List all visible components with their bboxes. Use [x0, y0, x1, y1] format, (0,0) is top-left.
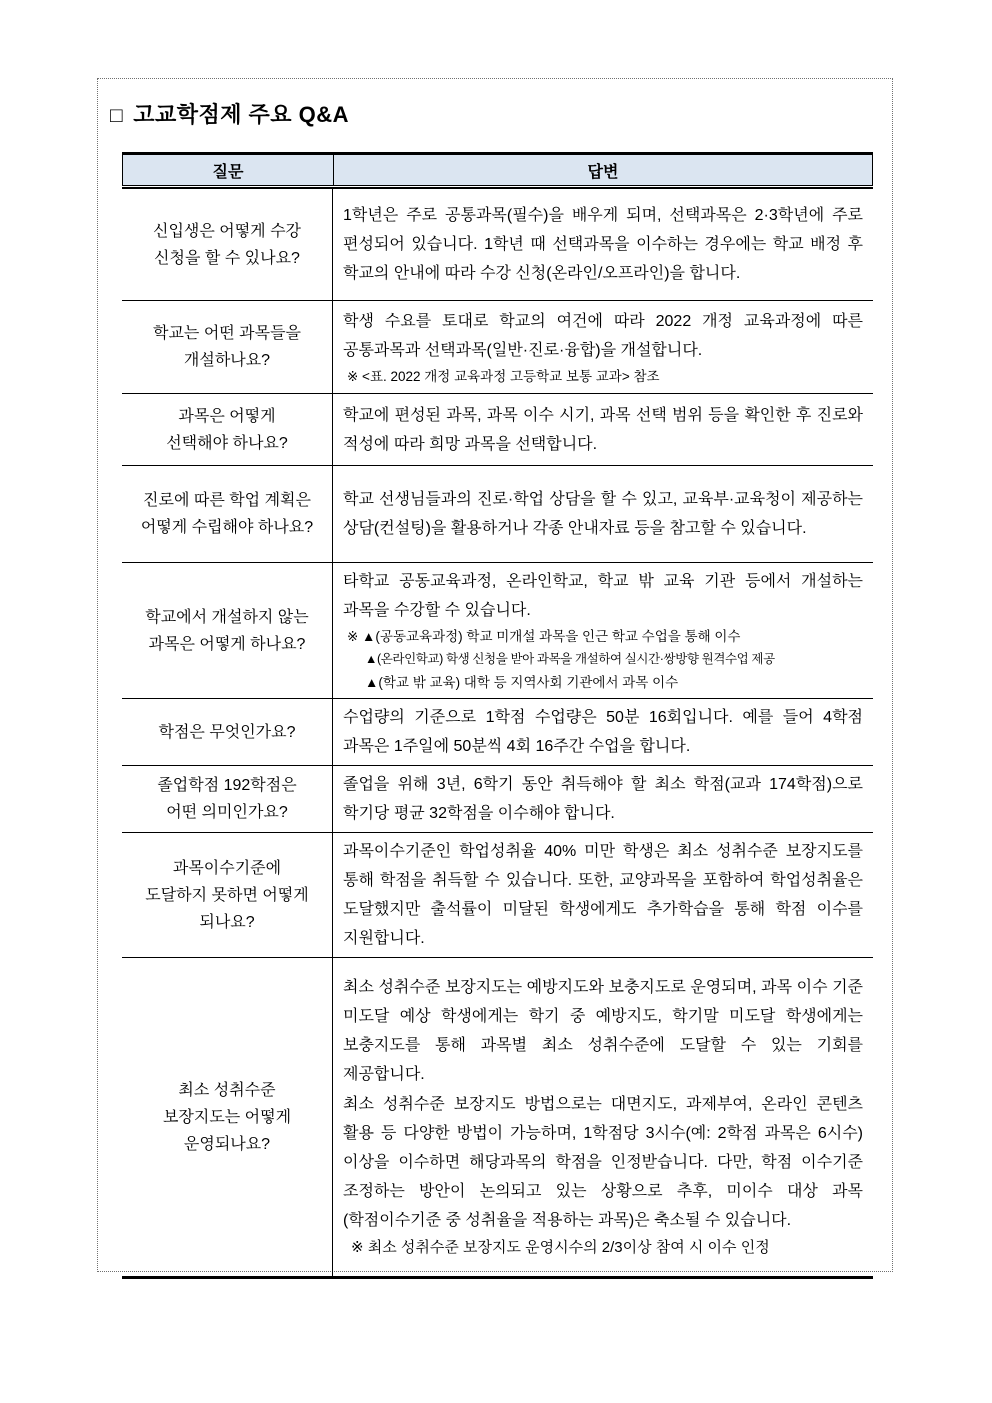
answer-paragraph: 학교 선생님들과의 진로·학업 상담을 할 수 있고, 교육부·교육청이 제공하는 상담(컨설팅)을 활용하거나 각종 안내자료 등을 참고할 수 있습니다. — [343, 491, 863, 537]
qa-row — [122, 466, 873, 563]
answer-paragraph: 최소 성취수준 보장지도 방법으로는 대면지도, 과제부여, 온라인 콘텐츠 활용 등 다양한 방법이 가능하며, 1학점당 3시수(예: 2학점 과목은 6시수)이상을 이수하면 해당과목의 학점을 인정받습니다. 다만, 학점 이수기준 조정하는 방안이 논의되고 있는 상황으로 추후, 미이수 대상 과목(학점이수기준 중 성취율을 적용하는 과목)은 축소될 수 있습니다. — [343, 1096, 863, 1229]
question-line: 운영되나요? — [183, 1135, 271, 1153]
question-line: 졸업학점 192학점은 — [157, 777, 297, 794]
answer-cell — [333, 563, 873, 698]
answer-paragraph: ▲(학교 밖 교육) 대학 등 지역사회 기관에서 과목 이수 — [365, 675, 679, 690]
answer-paragraph: ※ ▲(공동교육과정) 학교 미개설 과목을 인근 학교 수업을 통해 이수 — [347, 629, 741, 644]
header-answer: 답변 — [587, 163, 619, 181]
answer-paragraph: ※ 최소 성취수준 보장지도 운영시수의 2/3이상 참여 시 이수 인정 — [351, 1239, 770, 1256]
answer-cell — [333, 301, 873, 393]
question-line: 어떻게 수립해야 하나요? — [140, 519, 314, 536]
answer-paragraph: 최소 성취수준 보장지도는 예방지도와 보충지도로 운영되며, 과목 이수 기준 미도달 예상 학생에게는 학기 중 예방지도, 학기말 미도달 학생에게는 보충지도를 통해 과목별 최소 성취수준에 도달할 수 있는 기회를 제공합니다. — [343, 979, 863, 1083]
question-cell — [122, 189, 333, 300]
answer-cell — [333, 958, 873, 1276]
qa-row — [122, 833, 873, 958]
qa-row — [122, 301, 873, 394]
question-cell — [122, 394, 333, 465]
answer-cell — [333, 394, 873, 465]
question-line: 선택해야 하나요? — [166, 434, 288, 452]
qa-table-body — [122, 189, 873, 1279]
qa-row — [122, 958, 873, 1276]
answer-cell — [333, 466, 873, 562]
answer-cell — [333, 189, 873, 300]
qa-row — [122, 699, 873, 766]
question-line: 신청을 할 수 있나요? — [154, 249, 300, 267]
question-cell — [122, 833, 333, 957]
answer-paragraph: 과목이수기준인 학업성취율 40% 미만 학생은 최소 성취수준 보장지도를 통해 학점을 취득할 수 있습니다. 또한, 교양과목을 포함하여 학업성취율은 도달했지만 출석률이 미달된 학생에게도 추가학습을 통해 학점 이수를 지원합니다. — [343, 843, 863, 947]
question-cell — [122, 766, 333, 832]
question-line: 개설하나요? — [183, 352, 271, 369]
answer-paragraph: 학생 수요를 토대로 학교의 여건에 따라 2022 개정 교육과정에 따른 공통과목과 선택과목(일반·진로·융합)을 개설합니다. — [343, 312, 863, 359]
question-line: 최소 성취수준 — [178, 1081, 276, 1099]
qa-table — [122, 152, 873, 1279]
question-cell — [122, 466, 333, 562]
header-question: 질문 — [123, 155, 334, 185]
answer-cell — [333, 699, 873, 765]
question-line: 도달하지 못하면 어떻게 — [145, 886, 309, 904]
qa-table-header-row — [122, 152, 873, 186]
answer-cell — [333, 766, 873, 832]
question-line: 과목은 어떻게 하나요? — [148, 635, 306, 653]
answer-paragraph: ※ <표. 2022 개정 교육과정 고등학교 보통 교과> 참조 — [347, 368, 660, 384]
question-line: 진로에 따른 학업 계획은 — [143, 492, 311, 509]
question-line: 신입생은 어떻게 수강 — [153, 222, 301, 240]
answer-paragraph: 1학년은 주로 공통과목(필수)을 배우게 되며, 선택과목은 2·3학년에 주로 편성되어 있습니다. 1학년 때 선택과목을 이수하는 경우에는 학교 배정 후 학교의 안내에 따라 수강 신청(온라인/오프라인)을 합니다. — [343, 207, 863, 282]
answer-paragraph: 졸업을 위해 3년, 6학기 동안 취득해야 할 최소 학점(교과 174학점)으로 학기당 평균 32학점을 이수해야 합니다. — [343, 776, 863, 822]
question-line: 학교에서 개설하지 않는 — [145, 608, 309, 626]
question-line: 되나요? — [199, 913, 255, 931]
question-line: 학점은 무엇인가요? — [158, 723, 296, 741]
question-line: 보장지도는 어떻게 — [162, 1108, 292, 1126]
question-cell — [122, 699, 333, 765]
qa-row — [122, 766, 873, 833]
answer-cell — [333, 833, 873, 957]
question-cell — [122, 563, 333, 698]
answer-paragraph: ▲(온라인학교) 학생 신청을 받아 과목을 개설하여 실시간·쌍방향 원격수업 제공 — [365, 652, 775, 666]
question-line: 과목은 어떻게 — [178, 407, 276, 425]
question-line: 과목이수기준에 — [172, 859, 282, 877]
doc-title — [110, 98, 349, 129]
question-cell — [122, 958, 333, 1276]
square-bullet-icon: □ — [110, 104, 124, 127]
qa-row — [122, 189, 873, 301]
qa-row — [122, 563, 873, 699]
question-cell — [122, 301, 333, 393]
doc-title-text: 고교학점제 주요 Q&A — [133, 102, 350, 127]
question-line: 어떤 의미인가요? — [166, 804, 288, 821]
answer-paragraph: 수업량의 기준으로 1학점 수업량은 50분 16회입니다. 예를 들어 4학점 과목은 1주일에 50분씩 4회 16주간 수업을 합니다. — [343, 709, 863, 755]
qa-row — [122, 394, 873, 466]
question-line: 학교는 어떤 과목들을 — [153, 325, 301, 342]
answer-paragraph: 학교에 편성된 과목, 과목 이수 시기, 과목 선택 범위 등을 확인한 후 진로와 적성에 따라 희망 과목을 선택합니다. — [343, 406, 863, 453]
answer-paragraph: 타학교 공동교육과정, 온라인학교, 학교 밖 교육 기관 등에서 개설하는 과목을 수강할 수 있습니다. — [343, 573, 863, 619]
